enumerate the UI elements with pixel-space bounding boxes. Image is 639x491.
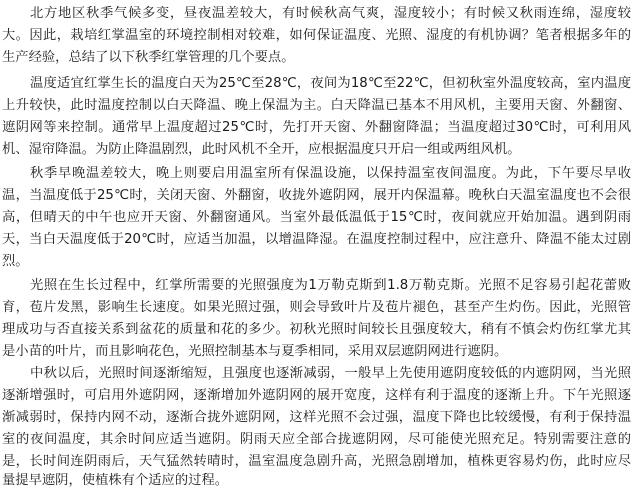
- paragraph-5-line-5: 是，长时间连阴雨后，天气猛然转晴时，温室温度急剧升高，光照急剧增加，植株更容易灼伤，此时应尽: [2, 454, 631, 469]
- paragraph-5-line-6: 量提早遮阴，使植株有个适应的过程。: [2, 473, 229, 488]
- paragraph-5-line-1: 中秋以后，光照时间逐渐缩短，且强度也逐渐减弱，一般早上先使用遮阴度较低的内遮阴网，当光照: [30, 366, 631, 381]
- paragraph-3-line-4: 天，当白天温度低于20℃时，应适当加温，以增温降湿。在温度控制过程中，应注意升、降温不能太过剧: [2, 232, 631, 247]
- paragraph-2-line-2: 上升较快，此时温度控制以白天降温、晚上保温为主。白天降温已基本不用风机，主要用天窗、外翻窗、: [2, 98, 631, 113]
- paragraph-1-line-2: 大。因此，栽培红掌温室的环境控制相对较难，如何保证温度、光照、湿度的有机协调？笔者根据多年的: [2, 28, 631, 43]
- paragraph-4-line-4: 是小苗的叶片，而且影响花色，光照控制基本与夏季相同，采用双层遮阴网进行遮阴。: [2, 344, 508, 359]
- paragraph-2-line-4: 机、湿帘降温。为防止降温剧烈，此时风机不全开，应根据温度只开启一组或两组风机。: [2, 142, 521, 157]
- paragraph-4-line-2: 育，苞片发黑，影响生长速度。如果光照过强，则会导致叶片及苞片褪色，甚至产生灼伤。因此，光照管: [2, 300, 631, 315]
- paragraph-1-line-3: 生产经验，总结了以下秋季红掌管理的几个要点。: [2, 50, 295, 65]
- paragraph-5-line-4: 室的夜间温度，其余时间应适当遮阴。阴雨天应全部合拢遮阴网，尽可能使光照充足。特别需要注意的: [2, 432, 631, 447]
- paragraph-3-line-1: 秋季早晚温差较大，晚上则要启用温室所有保温设施，以保持温室夜间温度。为此，下午要尽早收: [30, 166, 631, 181]
- paragraph-1-line-1: 北方地区秋季气候多变，昼夜温差较大，有时候秋高气爽，湿度较小；有时候又秋雨连绵，湿度较: [30, 6, 631, 21]
- paragraph-3-line-3: 高，但晴天的中午也应开天窗、外翻窗通风。当室外最低温低于15℃时，夜间就应开始加温。遇到阴雨: [2, 210, 631, 225]
- paragraph-5-line-3: 渐减弱时，保持内网不动，逐渐合拢外遮阴网，这样光照不会过强，温度下降也比较缓慢，有利于保持温: [2, 410, 631, 425]
- paragraph-3-line-2: 温，当温度低于25℃时，关闭天窗、外翻窗，收拢外遮阴网，展开内保温幕。晚秋白天温室温度也不会很: [2, 188, 631, 203]
- paragraph-4-line-3: 理成功与否直接关系到盆花的质量和花的多少。初秋光照时间较长且强度较大，稍有不慎会灼伤红掌尤其: [2, 322, 631, 337]
- paragraph-2-line-1: 温度适宜红掌生长的温度白天为25℃至28℃，夜间为18℃至22℃，但初秋室外温度较高，室内温度: [30, 76, 631, 91]
- paragraph-3-line-5: 烈。: [2, 254, 29, 269]
- paragraph-4-line-1: 光照在生长过程中，红掌所需要的光照强度为1万勒克斯到1.8万勒克斯。光照不足容易引起花蕾败: [30, 278, 631, 293]
- paragraph-5-line-2: 逐渐增强时，可启用外遮阴网，逐渐增加外遮阴网的展开宽度，这样有利于温度的逐渐上升。下午光照逐: [2, 388, 631, 403]
- paragraph-2-line-3: 遮阴网等来控制。通常早上温度超过25℃时，先打开天窗、外翻窗降温；当温度超过30℃时，可利用风: [2, 120, 631, 135]
